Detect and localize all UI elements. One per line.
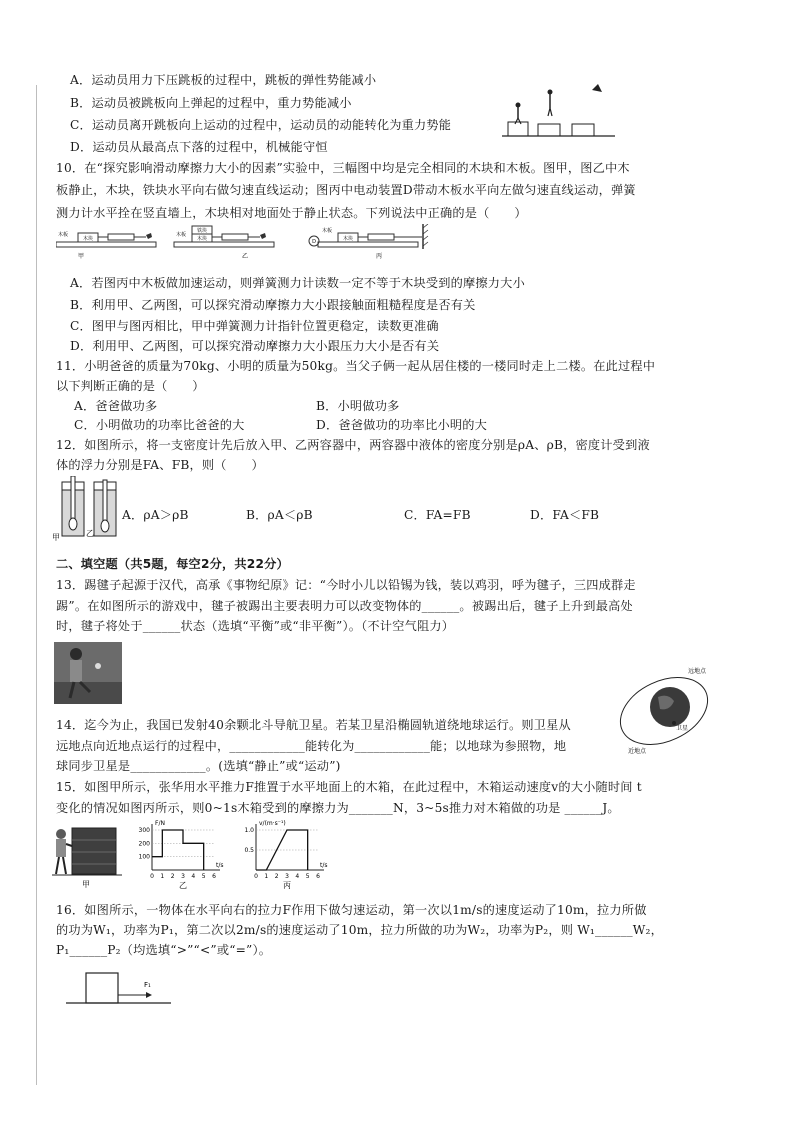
velocity-time-chart xyxy=(232,818,332,890)
force-chart-x-tick-label: 4 xyxy=(191,873,196,880)
q16-line1: 16．如图所示，一物体在水平向右的拉力F作用下做匀速运动，第一次以1m/s的速度运动了10m，拉力所做 xyxy=(56,903,647,917)
velocity-chart-x-tick-label: 1 xyxy=(264,873,269,880)
q12-option-c: C．FA=FB xyxy=(404,508,471,522)
board-label-jia: 木板 xyxy=(58,232,69,238)
velocity-chart-y-axis-label: v/(m·s⁻¹) xyxy=(259,820,286,827)
figure-label-bing: 丙 xyxy=(376,253,383,260)
binding-margin-line xyxy=(36,85,37,1085)
q12-option-b: B．ρA＜ρB xyxy=(246,508,313,522)
q9-option-d: D．运动员从最高点下落的过程中，机械能守恒 xyxy=(70,140,328,154)
shuttlecock-kick-photo xyxy=(54,642,122,704)
force-chart-x-tick-label: 6 xyxy=(212,873,216,880)
q11-stem-line2: 以下判断正确的是（ ） xyxy=(56,379,205,393)
q11-option-a: A．爸爸做功多 xyxy=(74,399,158,413)
q12-option-d: D．FA＜FB xyxy=(530,508,600,522)
q13-line1: 13．踢毽子起源于汉代，高承《事物纪原》记：“今时小儿以铅锡为钱，装以鸡羽，呼为毽子，三四成群走 xyxy=(56,578,636,592)
force-label-f1: F₁ xyxy=(144,981,151,989)
motor-label-d: D xyxy=(312,239,316,245)
board-label-yi: 木板 xyxy=(176,232,187,238)
q16-line2: 的功为W₁，功率为P₁，第二次以2m/s的速度运动了10m，拉力所做的功为W₂，功率为P₂，则 W₁______W₂， xyxy=(56,923,663,937)
velocity-chart-x-tick-label: 6 xyxy=(316,873,320,880)
q11-option-c: C．小明做功的功率比爸爸的大 xyxy=(74,418,245,432)
velocity-chart-y-tick-label: 0.5 xyxy=(244,847,254,854)
q14-line2: 远地点向近地点运行的过程中，____________能转化为____________能；以地球为参照物，地 xyxy=(56,739,567,753)
container-label-yi: 乙 xyxy=(86,529,94,538)
section-2-heading: 二、填空题（共5题，每空2分，共22分） xyxy=(56,557,289,571)
force-chart-figure-label: 乙 xyxy=(179,881,187,890)
force-chart-y-tick-label: 200 xyxy=(138,840,150,848)
q13-line2: 踢”。在如图所示的游戏中，毽子被踢出主要表明力可以改变物体的______。被踢出后，毽子上升到最高处 xyxy=(56,599,633,613)
q9-option-b: B．运动员被跳板向上弹起的过程中，重力势能减小 xyxy=(70,96,352,110)
q12-stem-line1: 12．如图所示，将一支密度计先后放入甲、乙两容器中，两容器中液体的密度分别是ρA、ρB，密度计受到液 xyxy=(56,438,650,452)
q12-option-a: A．ρA＞ρB xyxy=(122,508,189,522)
q10-option-c: C．图甲与图丙相比，甲中弹簧测力计指针位置更稳定，读数更准确 xyxy=(70,319,439,333)
q11-option-b: B．小明做功多 xyxy=(316,399,400,413)
force-chart-x-tick-label: 3 xyxy=(181,873,185,880)
force-chart-x-tick-label: 5 xyxy=(201,873,206,880)
velocity-chart-x-tick-label: 5 xyxy=(305,873,310,880)
orbit-label-near-point: 近地点 xyxy=(628,748,647,755)
satellite-orbit-figure xyxy=(612,663,717,758)
q14-line1: 14．迄今为止，我国已发射40余颗北斗导航卫星。若某卫星沿椭圆轨道绕地球运行。则卫星从 xyxy=(56,718,571,732)
block-label-yi: 木块 xyxy=(196,236,208,242)
figure-label-jia-push: 甲 xyxy=(82,880,90,889)
q10-option-b: B．利用甲、乙两图，可以探究滑动摩擦力大小跟接触面粗糙程度是否有关 xyxy=(70,298,476,312)
figure-label-yi: 乙 xyxy=(242,253,249,260)
force-chart-x-axis-label: t/s xyxy=(216,862,224,869)
q15-line1: 15．如图甲所示，张华用水平推力F推置于水平地面上的木箱，在此过程中，木箱运动速度v的大小随时间 t xyxy=(56,780,642,794)
force-chart-y-axis-label: F/N xyxy=(155,820,165,827)
orbit-label-satellite: 卫星 xyxy=(676,725,689,732)
velocity-chart-x-axis-label: t/s xyxy=(320,862,328,869)
diving-figure xyxy=(500,78,620,140)
block-label-jia: 木块 xyxy=(82,236,94,242)
board-label-bing: 木板 xyxy=(322,228,333,234)
q10-option-a: A．若图丙中木板做加速运动，则弹簧测力计读数一定不等于木块受到的摩擦力大小 xyxy=(70,276,525,290)
q16-line3: P₁______P₂（均选填“>”“<”或“=”）。 xyxy=(56,943,272,957)
velocity-chart-x-tick-label: 3 xyxy=(285,873,289,880)
q9-option-c: C．运动员离开跳板向上运动的过程中，运动员的动能转化为重力势能 xyxy=(70,118,452,132)
q14-line3: 球同步卫星是____________。(选填“静止”或“运动”) xyxy=(56,759,341,773)
friction-experiment-figure xyxy=(56,224,436,264)
velocity-chart-series-line xyxy=(256,830,308,870)
q15-line2: 变化的情况如图丙所示，则0~1s木箱受到的摩擦力为_______N，3~5s推力对木箱做的功是 ______J。 xyxy=(56,801,620,815)
velocity-chart-figure-label: 丙 xyxy=(283,881,291,890)
q13-line3: 时，毽子将处于______状态（选填“平衡”或“非平衡”）。（不计空气阻力） xyxy=(56,619,455,633)
force-chart-x-tick-label: 0 xyxy=(150,873,154,880)
force-chart-x-tick-label: 1 xyxy=(160,873,165,880)
velocity-chart-y-tick-label: 1.0 xyxy=(244,827,254,834)
orbit-label-far-point: 远地点 xyxy=(688,668,707,675)
force-chart-x-tick-label: 2 xyxy=(170,873,175,880)
velocity-chart-x-tick-label: 0 xyxy=(254,873,258,880)
force-time-chart xyxy=(128,818,228,890)
velocity-chart-x-tick-label: 2 xyxy=(274,873,279,880)
q11-option-d: D．爸爸做功的功率比小明的大 xyxy=(316,418,488,432)
pushing-box-figure xyxy=(52,818,122,890)
velocity-chart-x-tick-label: 4 xyxy=(295,873,300,880)
q11-stem-line1: 11．小明爸爸的质量为70kg、小明的质量为50kg。当父子俩一起从居住楼的一楼同时走上二楼。在此过程中 xyxy=(56,359,656,373)
q10-stem-line2: 板静止，木块，铁块水平向右做匀速直线运动；图丙中电动装置D带动木板水平向左做匀速直线运动，弹簧 xyxy=(56,183,636,197)
q10-stem-line3: 测力计水平拴在竖直墙上，木块相对地面处于静止状态。下列说法中正确的是（ ） xyxy=(56,206,527,220)
q9-option-a: A．运动员用力下压跳板的过程中，跳板的弹性势能减小 xyxy=(70,73,377,87)
force-chart-series-line xyxy=(152,830,204,870)
pulled-block-figure xyxy=(66,965,176,1010)
block-label-bing: 木块 xyxy=(342,236,354,242)
container-label-jia: 甲 xyxy=(52,533,60,542)
figure-label-jia: 甲 xyxy=(78,253,85,260)
force-chart-y-tick-label: 100 xyxy=(138,853,150,861)
q10-option-d: D．利用甲、乙两图，可以探究滑动摩擦力大小跟压力大小是否有关 xyxy=(70,339,440,353)
q10-stem-line1: 10．在“探究影响滑动摩擦力大小的因素”实验中，三幅图中均是完全相同的木块和木板。图甲，图乙中木 xyxy=(56,161,630,175)
q12-stem-line2: 体的浮力分别是FA、FB，则（ ） xyxy=(56,458,264,472)
iron-label-yi: 铁块 xyxy=(196,228,208,234)
hydrometer-figure xyxy=(50,476,120,544)
force-chart-y-tick-label: 300 xyxy=(138,827,150,834)
